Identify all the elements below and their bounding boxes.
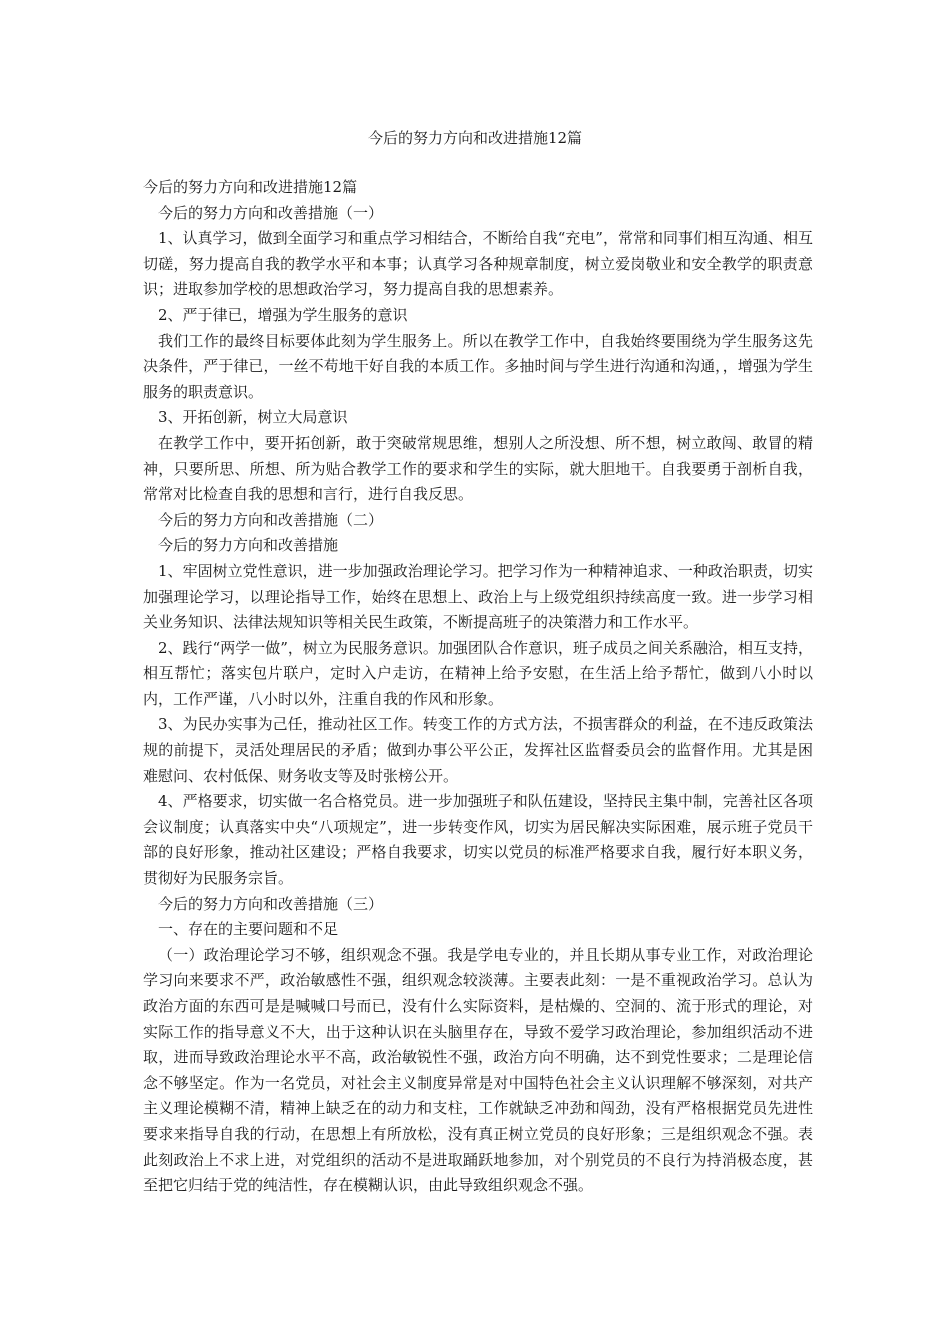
paragraph: 3、为民办实事为己任，推动社区工作。转变工作的方式方法，不损害群众的利益，在不违反政策法规的前提下，灵活处理居民的矛盾；做到办事公平公正，发挥社区监督委员会的监督作用。尤其是困难慰问、农村低保、财务收支等及时张榜公开。	[143, 715, 813, 785]
section-heading-3: 今后的努力方向和改善措施（三）	[158, 894, 384, 913]
body-heading: 今后的努力方向和改进措施12篇	[143, 178, 358, 196]
subheading: 一、存在的主要问题和不足	[158, 920, 339, 939]
paragraph: 2、践行“两学一做”，树立为民服务意识。加强团队合作意识，班子成员之间关系融洽，相互支持，相互帮忙；落实包片联户，定时入户走访，在精神上给予安慰，在生活上给予帮忙，做到八小时以内，工作严谨，八小时以外，注重自我的作风和形象。	[143, 638, 813, 708]
document-title: 今后的努力方向和改进措施12篇	[367, 129, 583, 147]
paragraph: 1、认真学习，做到全面学习和重点学习相结合，不断给自我“充电”，常常和同事们相互沟通、相互切磋，努力提高自我的教学水平和本事；认真学习各种规章制度，树立爱岗敬业和安全教学的职责意识；进取参加学校的思想政治学习，努力提高自我的思想素养。	[143, 229, 813, 299]
subheading: 3、开拓创新，树立大局意识	[158, 408, 348, 427]
subheading: 今后的努力方向和改善措施	[158, 536, 339, 555]
paragraph: 我们工作的最终目标要体此刻为学生服务上。所以在教学工作中，自我始终要围绕为学生服务这先决条件，严于律已，一丝不苟地干好自我的本质工作。多抽时间与学生进行沟通和沟通，，增强为学生服务的职责意识。	[143, 331, 813, 401]
subheading: 2、严于律已，增强为学生服务的意识	[158, 305, 408, 324]
paragraph: 在教学工作中，要开拓创新，敢于突破常规思维，想别人之所没想、所不想，树立敢闯、敢冒的精神，只要所思、所想、所为贴合教学工作的要求和学生的实际，就大胆地干。自我要勇于剖析自我，常常对比检查自我的思想和言行，进行自我反思。	[143, 433, 813, 504]
paragraph: （一）政治理论学习不够，组织观念不强。我是学电专业的，并且长期从事专业工作，对政治理论学习向来要求不严，政治敏感性不强，组织观念较淡薄。主要表此刻：一是不重视政治学习。总认为政治方面的东西可是是喊喊口号而已，没有什么实际资料，是枯燥的、空洞的、流于形式的理论，对实际工作的指导意义不大，出于这种认识在头脑里存在，导致不爱学习政治理论，参加组织活动不进取，进而导致政治理论水平不高，政治敏锐性不强，政治方向不明确，达不到党性要求；二是理论信念不够坚定。作为一名党员，对社会主义制度异常是对中国特色社会主义认识理解不够深刻，对共产主义理论模糊不清，精神上缺乏在的动力和支柱，工作就缺乏冲劲和闯劲，没有严格根据党员先进性要求来指导自我的行动，在思想上有所放松，没有真正树立党员的良好形象；三是组织观念不强。表此刻政治上不求上进，对党组织的活动不是进取踊跃地参加，对个别党员的不良行为持消极态度，甚至把它归结于党的纯洁性，存在模糊认识，由此导致组织观念不强。	[143, 945, 813, 1195]
document-body	[143, 175, 813, 1199]
paragraph: 4、严格要求，切实做一名合格党员。进一步加强班子和队伍建设，坚持民主集中制，完善社区各项会议制度；认真落实中央“八项规定”，进一步转变作风，切实为居民解决实际困难，展示班子党员干部的良好形象，推动社区建设；严格自我要求，切实以党员的标准严格要求自我，履行好本职义务，贯彻好为民服务宗旨。	[143, 792, 813, 888]
section-heading-1: 今后的努力方向和改善措施（一）	[158, 203, 384, 222]
section-heading-2: 今后的努力方向和改善措施（二）	[158, 510, 384, 529]
paragraph: 1、牢固树立党性意识，进一步加强政治理论学习。把学习作为一种精神追求、一种政治职责，切实加强理论学习，以理论指导工作，始终在思想上、政治上与上级党组织持续高度一致。进一步学习相关业务知识、法律法规知识等相关民生政策，不断提高班子的决策潜力和工作水平。	[143, 561, 813, 632]
